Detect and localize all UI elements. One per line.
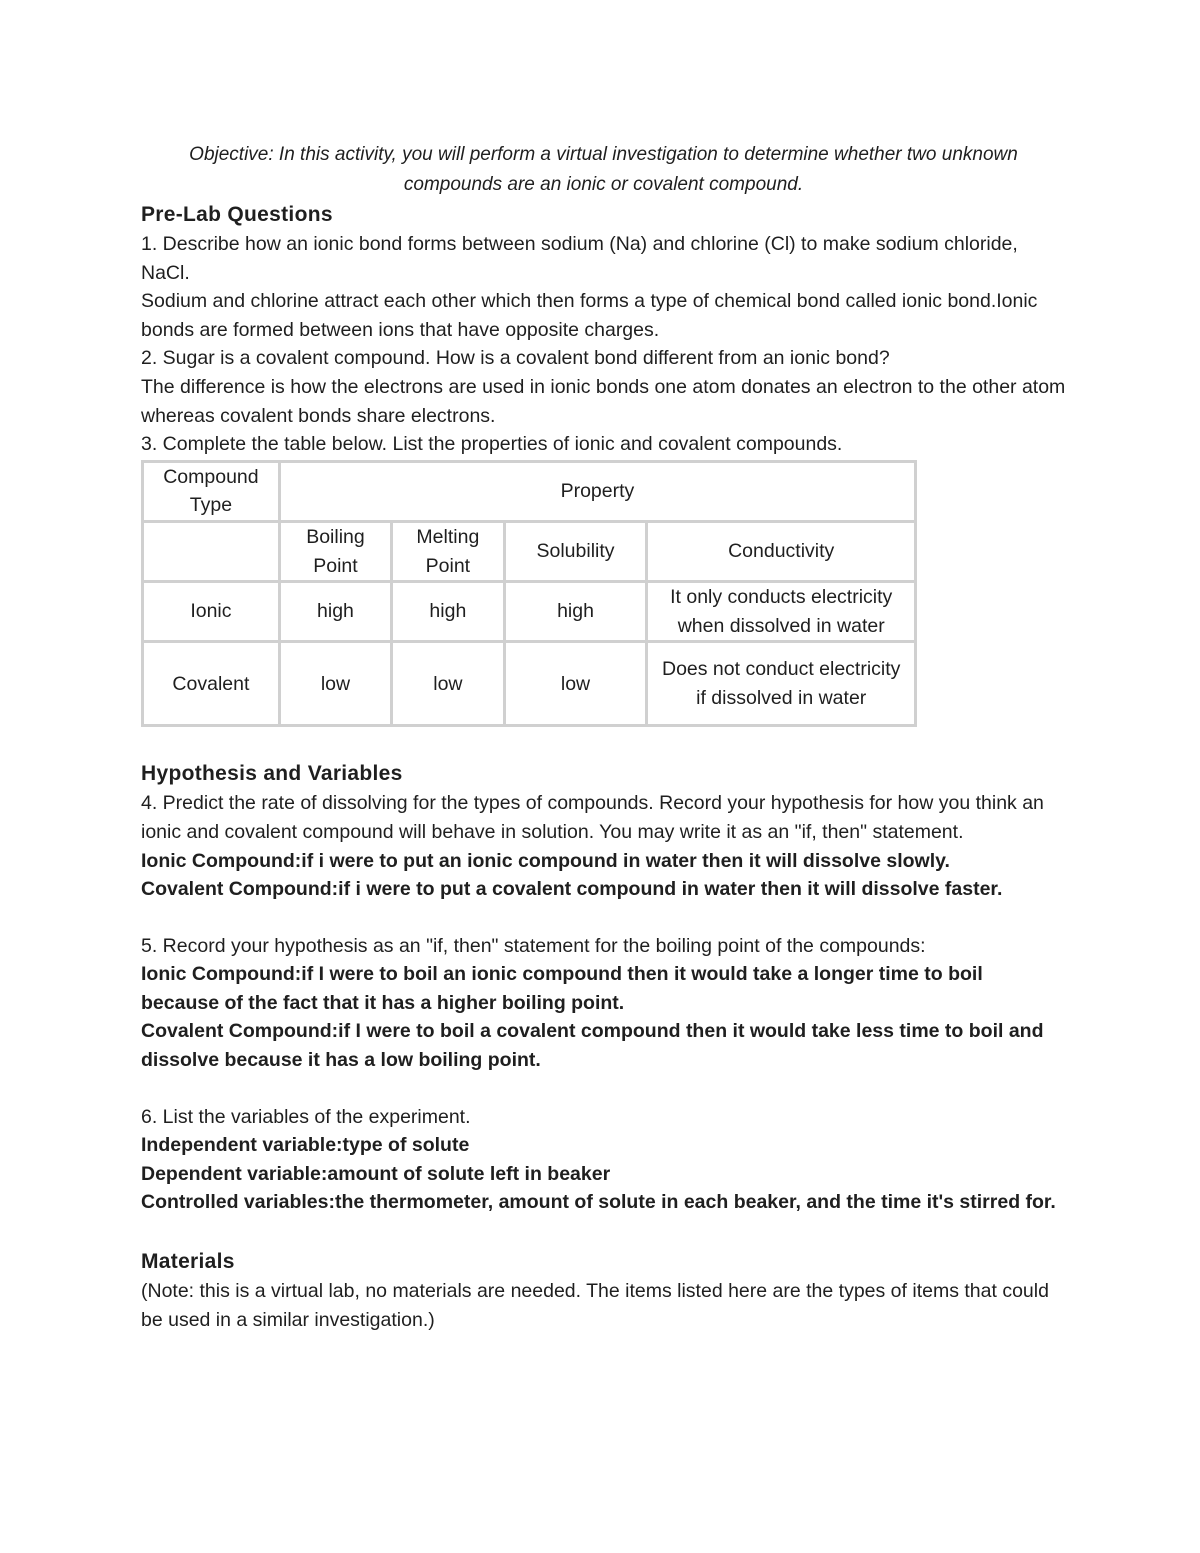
compound-type-cell: Ionic	[143, 582, 280, 642]
compound-type-header: Compound Type	[143, 461, 280, 521]
answer-5-covalent: Covalent Compound:if I were to boil a covalent compound then it would take less time to boil and dissolve because it has a low boiling point.	[141, 1020, 1044, 1072]
prelab-heading: Pre-Lab Questions	[141, 203, 333, 226]
boiling-point-header: Boiling Point	[279, 521, 391, 581]
question-4: 4. Predict the rate of dissolving for the types of compounds. Record your hypothesis for how you think an ionic and covalent compound will behave in solution. You may write it as an "if, then" statement.	[141, 792, 1044, 843]
question-6: 6. List the variables of the experiment.	[141, 1105, 471, 1128]
melting-cell: low	[392, 642, 504, 726]
boiling-cell: high	[279, 582, 391, 642]
spacer	[141, 904, 1066, 932]
empty-cell	[143, 521, 280, 581]
spacer	[141, 1075, 1066, 1103]
conductivity-header: Conductivity	[647, 521, 916, 581]
answer-2: The difference is how the electrons are used in ionic bonds one atom donates an electron to the other atom whereas covalent bonds share electrons.	[141, 375, 1066, 427]
conductivity-cell: It only conducts electricity when dissolved in water	[647, 582, 916, 642]
boiling-cell: low	[279, 642, 391, 726]
table-row	[143, 582, 916, 642]
answer-4-ionic: Ionic Compound:if i were to put an ionic compound in water then it will dissolve slowly.	[141, 849, 950, 872]
table-row	[143, 642, 916, 726]
property-header: Property	[279, 461, 915, 521]
melting-point-header: Melting Point	[392, 521, 504, 581]
question-5: 5. Record your hypothesis as an "if, then" statement for the boiling point of the compounds:	[141, 934, 926, 957]
solubility-cell: low	[504, 642, 647, 726]
materials-note: (Note: this is a virtual lab, no materials are needed. The items listed here are the types of items that could be used in a similar investigation.)	[141, 1280, 1049, 1331]
question-2: 2. Sugar is a covalent compound. How is a covalent bond different from an ionic bond?	[141, 347, 890, 370]
solubility-cell: high	[504, 582, 647, 642]
controlled-variables: Controlled variables:the thermometer, amount of solute in each beaker, and the time it's stirred for.	[141, 1191, 1056, 1214]
objective-text: Objective: In this activity, you will perform a virtual investigation to determine whether two unknown compounds are an ionic or covalent compound.	[189, 144, 1018, 195]
solubility-header: Solubility	[504, 521, 647, 581]
melting-cell: high	[392, 582, 504, 642]
conductivity-cell: Does not conduct electricity if dissolved in water	[647, 642, 916, 726]
compound-type-cell: Covalent	[143, 642, 280, 726]
answer-5-ionic: Ionic Compound:if I were to boil an ionic compound then it would take a longer time to boil because of the fact that it has a higher boiling point.	[141, 963, 983, 1014]
materials-heading: Materials	[141, 1250, 235, 1274]
hypothesis-heading: Hypothesis and Variables	[141, 762, 403, 786]
answer-1: Sodium and chlorine attract each other which then forms a type of chemical bond called ionic bond.Ionic bonds are formed between ions that have opposite charges.	[141, 290, 1038, 341]
table-header-row	[143, 461, 916, 521]
document-page	[141, 140, 1066, 1334]
independent-variable: Independent variable:type of solute	[141, 1134, 470, 1157]
question-3: 3. Complete the table below. List the properties of ionic and covalent compounds.	[141, 433, 843, 456]
properties-table	[141, 460, 917, 728]
dependent-variable: Dependent variable:amount of solute left in beaker	[141, 1162, 611, 1185]
table-subheader-row	[143, 521, 916, 581]
answer-4-covalent: Covalent Compound:if i were to put a covalent compound in water then it will dissolve faster.	[141, 878, 1003, 901]
question-1: 1. Describe how an ionic bond forms between sodium (Na) and chlorine (Cl) to make sodium chloride, NaCl.	[141, 233, 1018, 284]
